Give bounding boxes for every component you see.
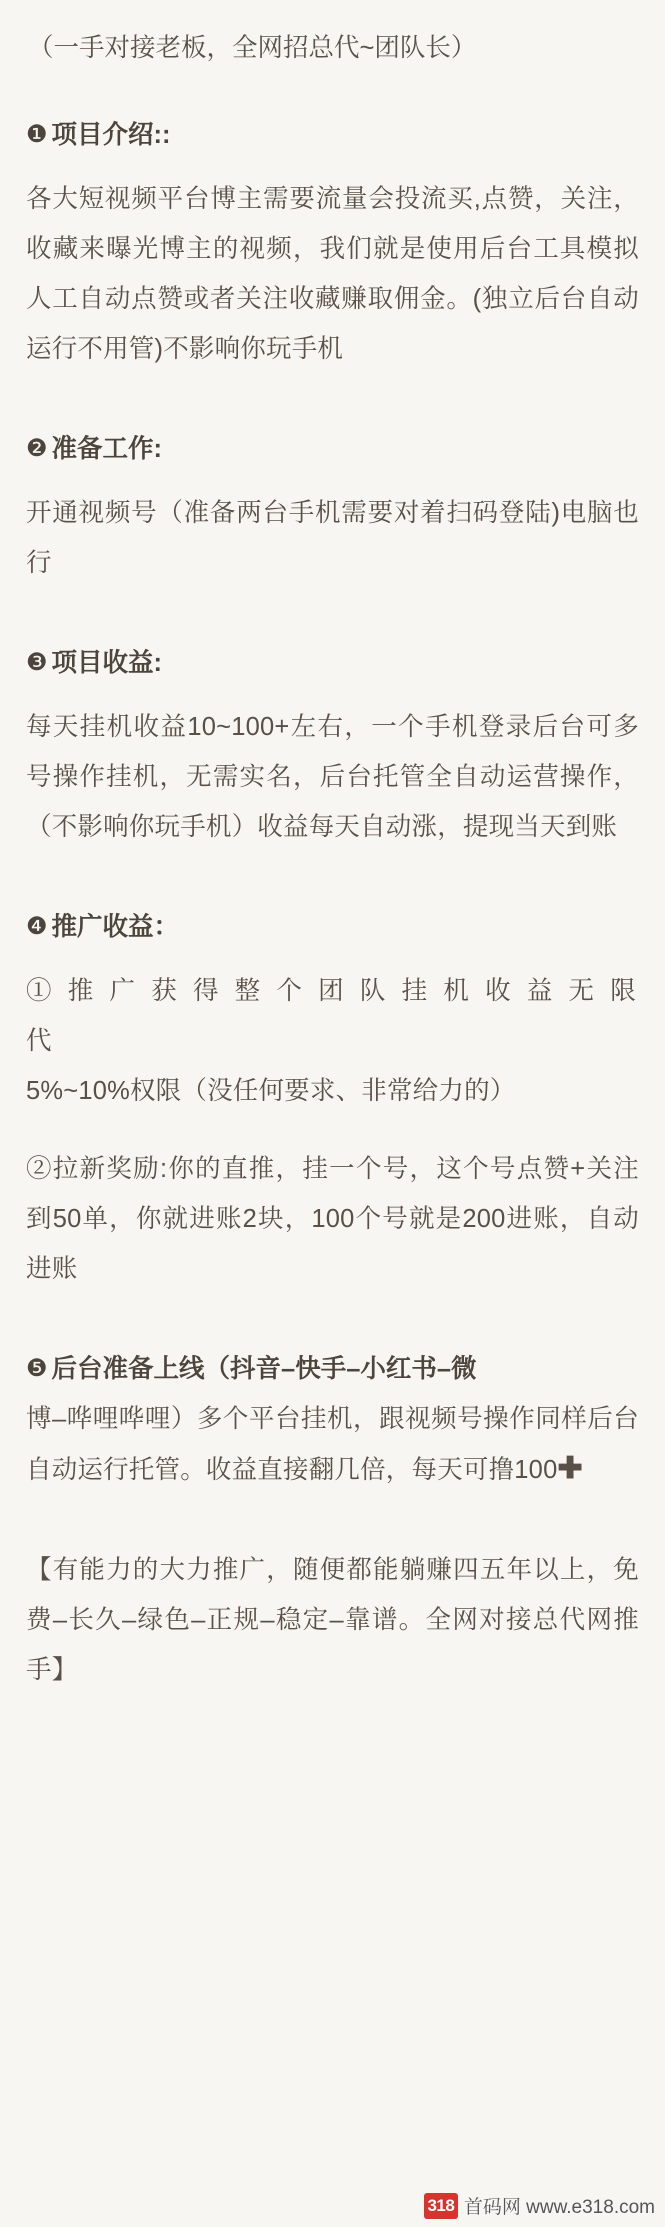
- intro-line: [26, 24, 639, 72]
- footer-text: 【有能力的大力推广，随便都能躺赚四五年以上，免费–长久–绿色–正规–稳定–靠谱。全网对接总代网推手】: [26, 1556, 639, 1684]
- section-marker-2: ❷: [26, 435, 48, 462]
- section-heading: [26, 638, 639, 688]
- section-platforms: [26, 1344, 639, 1495]
- section-project-intro: [26, 110, 639, 374]
- section-heading: [26, 424, 639, 474]
- spacer: [26, 160, 639, 174]
- section-body-4-item2: ②拉新奖励:你的直推，挂一个号，这个号点赞+关注到50单，你就进账2块，100个号就是200进账，自动进账: [26, 1155, 639, 1283]
- section-heading: [26, 902, 639, 952]
- section-preparation: [26, 424, 639, 588]
- section-body-4-line2: 5%~10%权限（没任何要求、非常给力的）: [26, 1077, 516, 1105]
- spacer: [26, 598, 639, 638]
- intro-text: （一手对接老板，全网招总代~团队长）: [28, 34, 477, 62]
- section-marker-5: ❺: [26, 1355, 48, 1382]
- watermark-badge: 318: [424, 2193, 458, 2219]
- spacer: [26, 688, 639, 702]
- spacer: [26, 474, 639, 488]
- section-marker-3: ❸: [26, 649, 48, 676]
- section-title-3: 项目收益:: [51, 649, 163, 677]
- spacer: [26, 1116, 639, 1144]
- section-heading: [26, 110, 639, 160]
- spacer: [26, 1505, 639, 1545]
- section-promotion-income: [26, 902, 639, 1294]
- footer-note: [26, 1545, 639, 1695]
- section-body-4-line1: ① 推 广 获 得 整 个 团 队 挂 机 收 益 无 限 代: [26, 977, 639, 1055]
- section-heading: [26, 1344, 639, 1394]
- watermark-text: 首码网 www.e318.com: [463, 2197, 655, 2218]
- section-body-1: 各大短视频平台博主需要流量会投流买,点赞，关注，收藏来曝光博主的视频，我们就是使用后台工具模拟人工自动点赞或者关注收藏赚取佣金。(独立后台自动运行不用管)不影响你玩手机: [26, 185, 639, 363]
- section-marker-4: ❹: [26, 913, 48, 940]
- section-title-2: 准备工作:: [51, 435, 163, 463]
- spacer: [26, 952, 639, 966]
- watermark: [424, 2192, 655, 2219]
- section-body-5-text: 博–哗哩哗哩）多个平台挂机，跟视频号操作同样后台自动运行托管。收益直接翻几倍，每天可撸100: [26, 1405, 639, 1484]
- section-body-2: 开通视频号（准备两台手机需要对着扫码登陆)电脑也行: [26, 499, 639, 577]
- spacer: [26, 384, 639, 424]
- section-title-1: 项目介绍::: [51, 121, 171, 149]
- section-body-5: [26, 1394, 639, 1495]
- spacer: [26, 1304, 639, 1344]
- spacer: [26, 862, 639, 902]
- section-title-5: 后台准备上线（抖音–快手–小红书–微: [51, 1355, 477, 1383]
- spacer: [26, 82, 639, 110]
- section-project-income: [26, 638, 639, 852]
- section-body-3: 每天挂机收益10~100+左右，一个手机登录后台可多号操作挂机，无需实名，后台托管全自动运营操作，（不影响你玩手机）收益每天自动涨，提现当天到账: [26, 713, 639, 841]
- section-marker-1: ❶: [26, 121, 48, 148]
- section-title-4: 推广收益：: [51, 913, 180, 941]
- plus-icon: ✚: [557, 1452, 583, 1485]
